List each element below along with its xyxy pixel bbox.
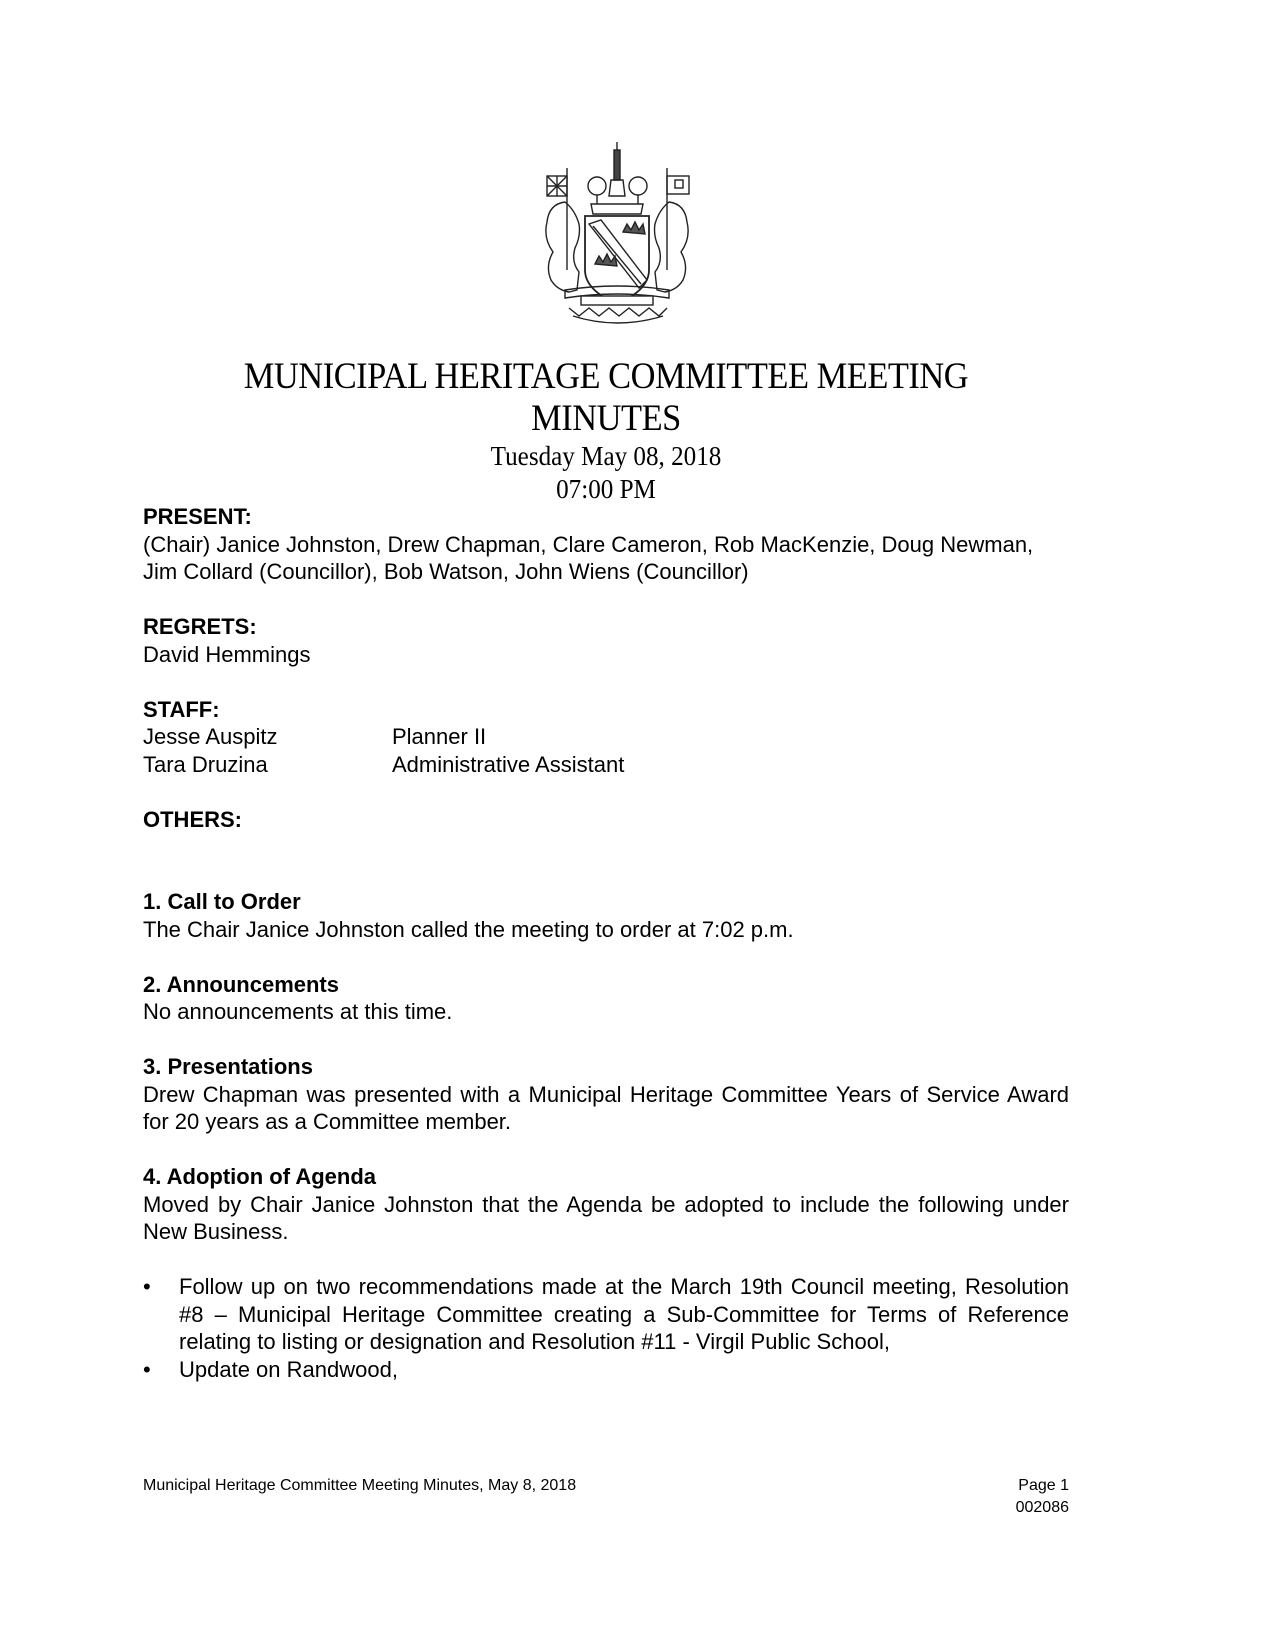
page-number: Page 1	[1018, 1477, 1069, 1494]
regrets-list: David Hemmings	[143, 641, 311, 667]
list-item	[143, 1356, 1069, 1384]
others-heading: OTHERS:	[143, 806, 242, 832]
present-heading: PRESENT:	[143, 504, 252, 529]
present-list-line2: Jim Collard (Councillor), Bob Watson, John Wiens (Councillor)	[143, 559, 749, 584]
section-heading-presentations: 3. Presentations	[143, 1054, 313, 1079]
footer-document-title: Municipal Heritage Committee Meeting Minutes, May 8, 2018	[143, 1477, 577, 1494]
document-subtitle: MINUTES	[531, 398, 681, 439]
staff-name: Jesse Auspitz	[143, 724, 278, 749]
meeting-time: 07:00 PM	[556, 474, 656, 504]
minutes-body	[143, 503, 1069, 1383]
section-heading-call-to-order: 1. Call to Order	[143, 889, 301, 914]
staff-role: Planner II	[392, 724, 487, 749]
new-business-list	[143, 1273, 1069, 1383]
section-text-adoption-of-agenda: Moved by Chair Janice Johnston that the Agenda be adopted to include the following under New Business.	[143, 1191, 1069, 1244]
section-text-presentations: Drew Chapman was presented with a Municipal Heritage Committee Years of Service Award for 20 years as a Committee member.	[143, 1081, 1069, 1134]
staff-role: Administrative Assistant	[392, 751, 625, 777]
bullet-icon: •	[143, 1356, 151, 1382]
staff-row	[143, 723, 1069, 751]
meeting-date: Tuesday May 08, 2018	[490, 441, 722, 471]
list-item-text: Update on Randwood,	[179, 1356, 398, 1382]
staff-heading: STAFF:	[143, 696, 220, 722]
section-heading-announcements: 2. Announcements	[143, 971, 339, 997]
staff-row	[143, 751, 1069, 779]
document-title: MUNICIPAL HERITAGE COMMITTEE MEETING	[243, 356, 969, 397]
staff-name: Tara Druzina	[143, 751, 268, 777]
footer-page-info	[1016, 1475, 1069, 1519]
present-list-line1: (Chair) Janice Johnston, Drew Chapman, Clare Cameron, Rob MacKenzie, Doug Newman,	[143, 531, 1034, 557]
document-number: 002086	[1015, 1499, 1069, 1516]
section-heading-adoption-of-agenda: 4. Adoption of Agenda	[143, 1164, 377, 1189]
section-text-announcements: No announcements at this time.	[143, 999, 453, 1024]
section-text-call-to-order: The Chair Janice Johnston called the meeting to order at 7:02 p.m.	[143, 916, 794, 942]
list-item-text: Follow up on two recommendations made at the March 19th Council meeting, Resolution #8 – Municipal Heritage Committee creating a Sub-Committee for Terms of Reference relating to listing or designation and Resolution #11 - Virgil Public School,	[179, 1274, 1069, 1354]
municipal-coat-of-arms-icon	[535, 140, 700, 325]
list-item	[143, 1273, 1069, 1356]
regrets-heading: REGRETS:	[143, 614, 257, 639]
document-title-block	[143, 356, 1069, 506]
bullet-icon: •	[143, 1274, 151, 1299]
